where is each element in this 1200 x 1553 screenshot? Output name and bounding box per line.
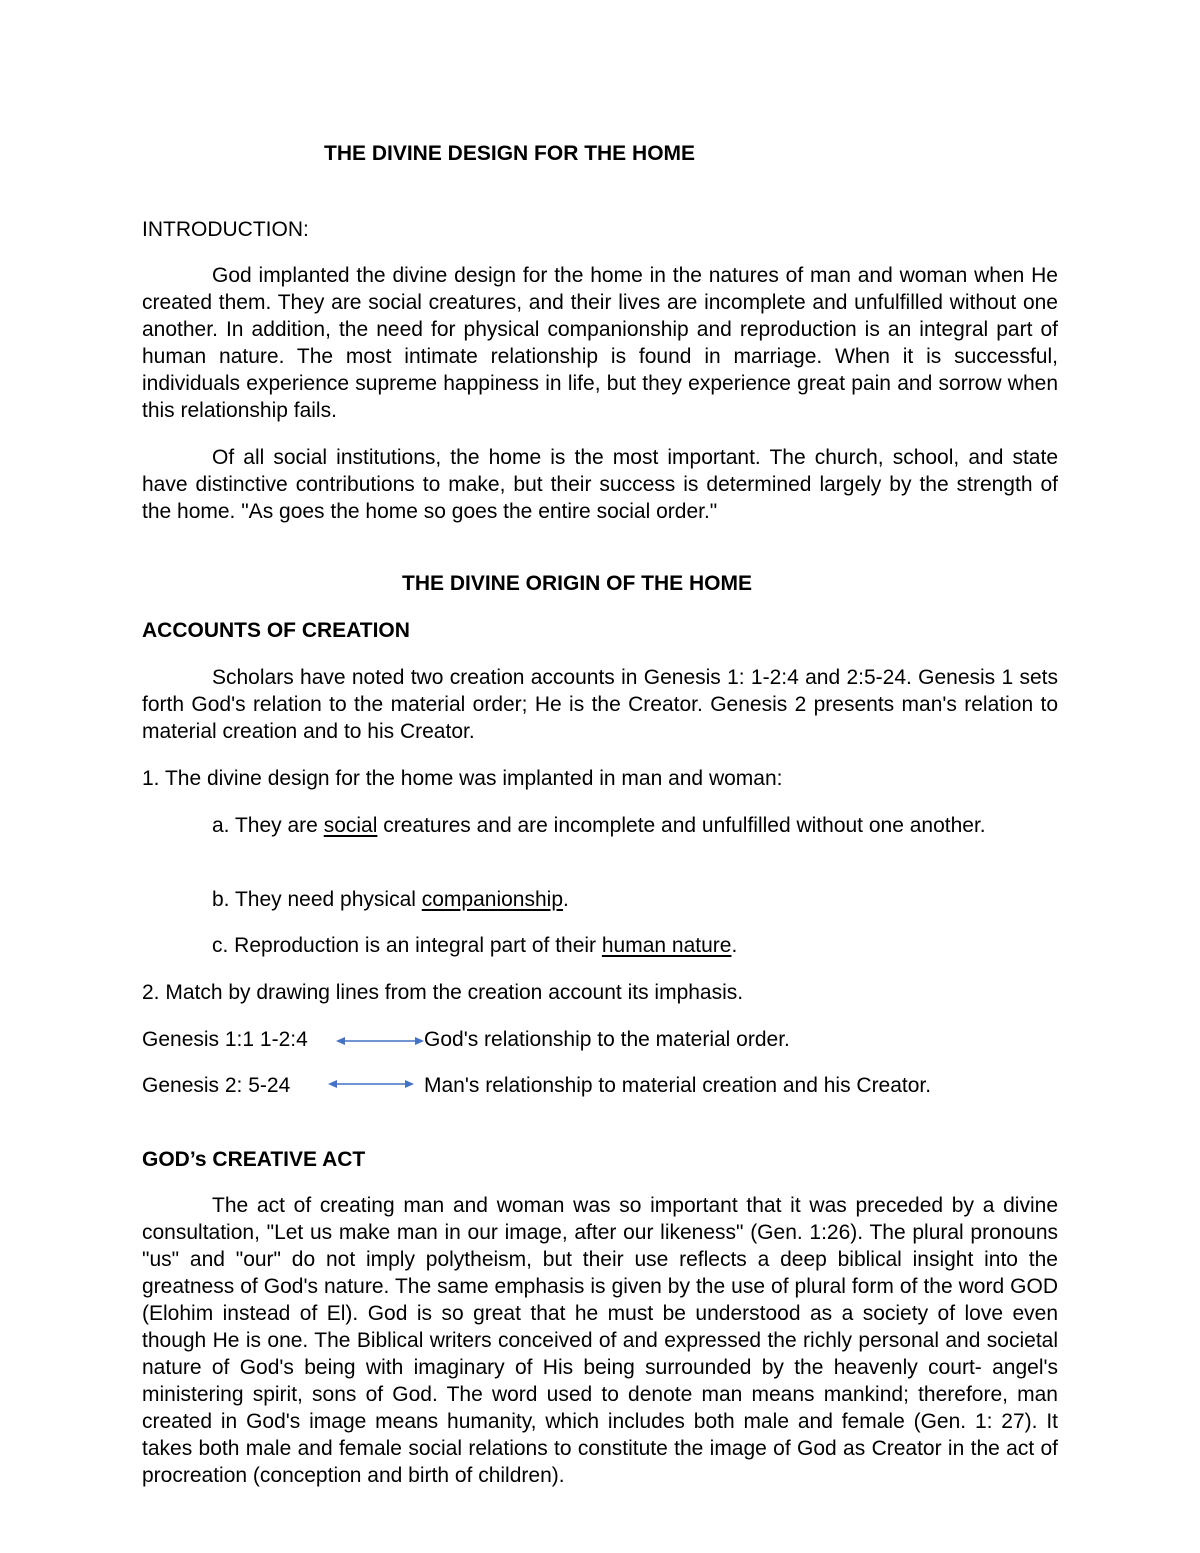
list-item-b-prefix: b. They need physical (212, 888, 422, 911)
list-item-c-suffix: . (731, 934, 738, 957)
list-item-2: 2. Match by drawing lines from the creation account its imphasis. (142, 981, 744, 1004)
arrow-head-right (415, 1037, 424, 1045)
accounts-paragraph: Scholars have noted two creation accounts in Genesis 1: 1-2:4 and 2:5-24. Genesis 1 sets forth God's relation to the material order; He is the Creator. Genesis 2 presents man's relation to material creation and to his Creator. (142, 666, 1058, 743)
match-row (142, 1072, 1058, 1099)
arrow-head-right (405, 1080, 414, 1088)
list-item-c-underlined: human nature (601, 934, 732, 957)
list-item-a (142, 812, 1058, 839)
introduction-heading: INTRODUCTION: (142, 218, 309, 241)
origin-heading: THE DIVINE ORIGIN OF THE HOME (402, 572, 753, 595)
match-left-label: Genesis 1:1 1-2:4 (142, 1028, 308, 1051)
match-right-label: Man's relationship to material creation and his Creator. (424, 1074, 932, 1097)
match-left-label: Genesis 2: 5-24 (142, 1074, 291, 1097)
match-right-label: God's relationship to the material order. (424, 1028, 790, 1051)
list-item-a-suffix: creatures and are incomplete and unfulfilled without one another. (377, 814, 986, 837)
list-item-a-underlined: social (323, 814, 378, 837)
double-arrow-icon (328, 1072, 414, 1099)
list-item-c-prefix: c. Reproduction is an integral part of their (212, 934, 602, 957)
creative-act-paragraph: The act of creating man and woman was so important that it was preceded by a divine consultation, "Let us make man in our image, after our likeness" (Gen. 1:26). The plural pronouns "us" and "our" do not imply polytheism, but their use reflects a deep biblical insight into the greatness of God's nature. The same emphasis is given by the use of plural form of the word GOD (Elohim instead of El). God is so great that he must be understood as a society of love even though He is one. The Biblical writers conceived of and expressed the richly personal and societal nature of God's being with imaginary of His being surrounded by the heavenly court- angel's ministering spirit, sons of God. The word used to denote man means mankind; therefore, man created in God's image means humanity, which includes both male and female (Gen. 1: 27). It takes both male and female social relations to constitute the image of God as Creator in the act of procreation (conception and birth of children). (142, 1194, 1058, 1487)
list-item-a-prefix: a. They are (212, 814, 324, 837)
introduction-paragraph-2: Of all social institutions, the home is the most important. The church, school, and state have distinctive contributions to make, but their success is determined largely by the strength of the home. "As goes the home so goes the entire social order." (142, 446, 1058, 523)
creative-act-heading: GOD’s CREATIVE ACT (142, 1148, 366, 1171)
list-item-c (212, 932, 1058, 959)
list-item-b-suffix: . (563, 888, 569, 911)
introduction-paragraph-1: God implanted the divine design for the home in the natures of man and woman when He created them. They are social creatures, and their lives are incomplete and unfulfilled without one another. In addition, the need for physical companionship and reproduction is an integral part of human nature. The most intimate relationship is found in marriage. When it is successful, individuals experience supreme happiness in life, but they experience great pain and sorrow when this relationship fails. (142, 264, 1058, 422)
list-item-1: 1. The divine design for the home was implanted in man and woman: (142, 767, 783, 790)
document-title: THE DIVINE DESIGN FOR THE HOME (324, 142, 696, 165)
double-arrow-icon (336, 1026, 424, 1053)
arrow-head-left (336, 1037, 345, 1045)
list-item-b-underlined: companionship (421, 888, 564, 911)
list-item-b (212, 886, 1058, 913)
arrow-head-left (328, 1080, 337, 1088)
match-row (142, 1026, 1058, 1053)
accounts-heading: ACCOUNTS OF CREATION (142, 619, 410, 642)
